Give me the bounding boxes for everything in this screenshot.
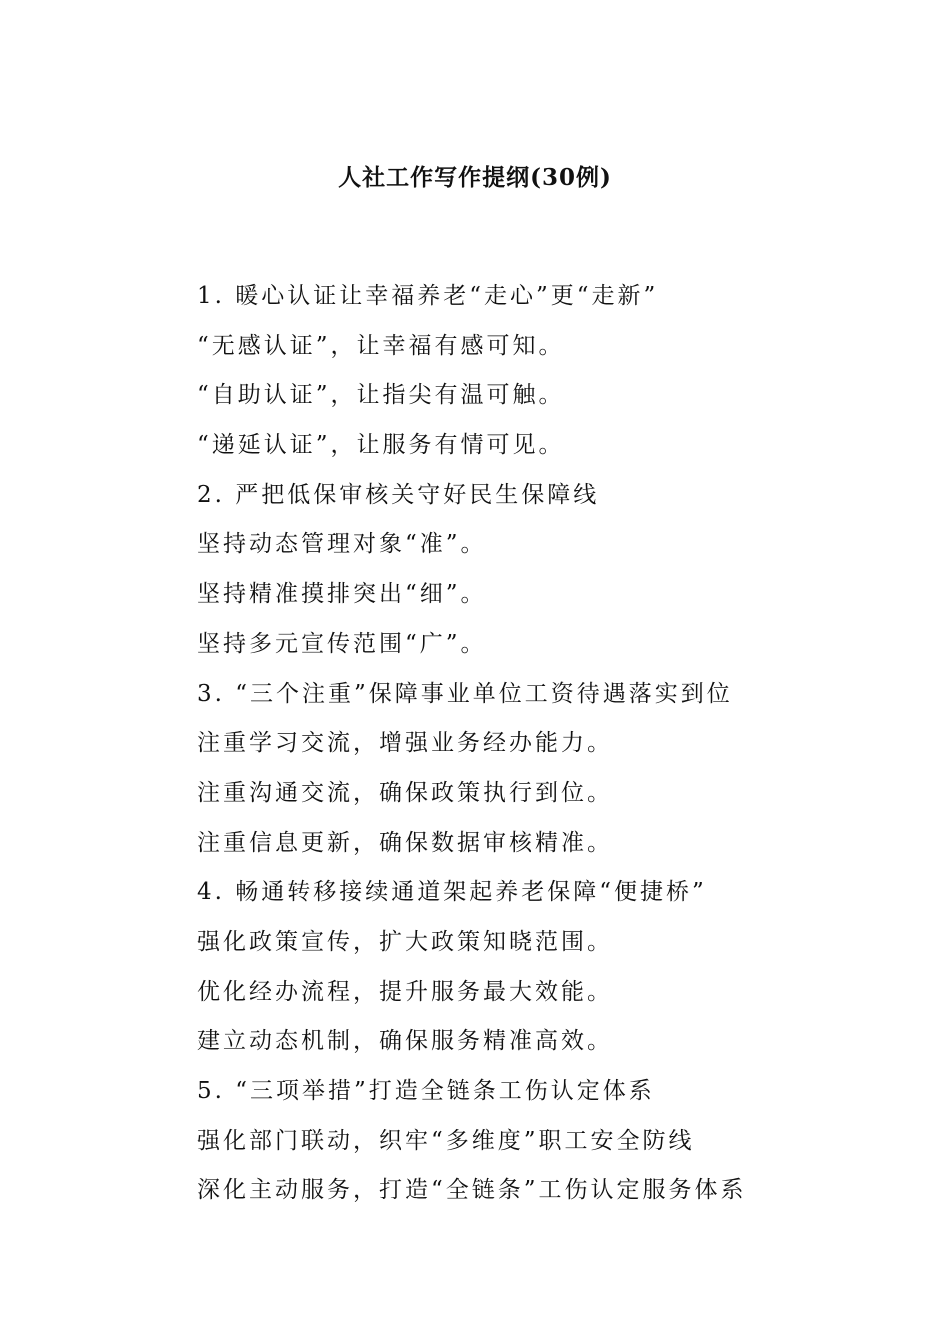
- document-body: [197, 276, 817, 1220]
- heading-4: 4. 畅通转移接续通道架起养老保障“便捷桥”: [197, 879, 707, 906]
- heading-3: 3. “三个注重”保障事业单位工资待遇落实到位: [197, 680, 733, 707]
- paragraph-line: 强化政策宣传，扩大政策知晓范围。: [197, 928, 613, 955]
- paragraph-line: 注重学习交流，增强业务经办能力。: [197, 730, 613, 757]
- heading-1: 1. 暖心认证让幸福养老“走心”更“走新”: [197, 283, 659, 309]
- paragraph-line: “递延认证”，让服务有情可见。: [197, 432, 565, 459]
- document-title: 人社工作写作提纲(30例): [338, 164, 612, 191]
- paragraph-line: 优化经办流程，提升服务最大效能。: [197, 978, 613, 1005]
- paragraph-line: 强化部门联动，织牢“多维度”职工安全防线: [197, 1127, 695, 1154]
- paragraph-line: 注重沟通交流，确保政策执行到位。: [197, 779, 613, 806]
- heading-5: 5. “三项举措”打造全链条工伤认定体系: [197, 1078, 655, 1104]
- paragraph-line: 注重信息更新，确保数据审核精准。: [197, 829, 613, 856]
- paragraph-line: 建立动态机制，确保服务精准高效。: [197, 1028, 613, 1055]
- paragraph-line: 坚持动态管理对象“准”。: [197, 531, 487, 558]
- heading-2: 2. 严把低保审核关守好民生保障线: [197, 481, 600, 508]
- paragraph-line: 深化主动服务，打造“全链条”工伤认定服务体系: [197, 1177, 747, 1204]
- paragraph-line: 坚持多元宣传范围“广”。: [197, 630, 487, 657]
- paragraph-line: 坚持精准摸排突出“细”。: [197, 581, 487, 608]
- paragraph-line: “自助认证”，让指尖有温可触。: [197, 382, 565, 409]
- paragraph-line: “无感认证”，让幸福有感可知。: [197, 332, 565, 359]
